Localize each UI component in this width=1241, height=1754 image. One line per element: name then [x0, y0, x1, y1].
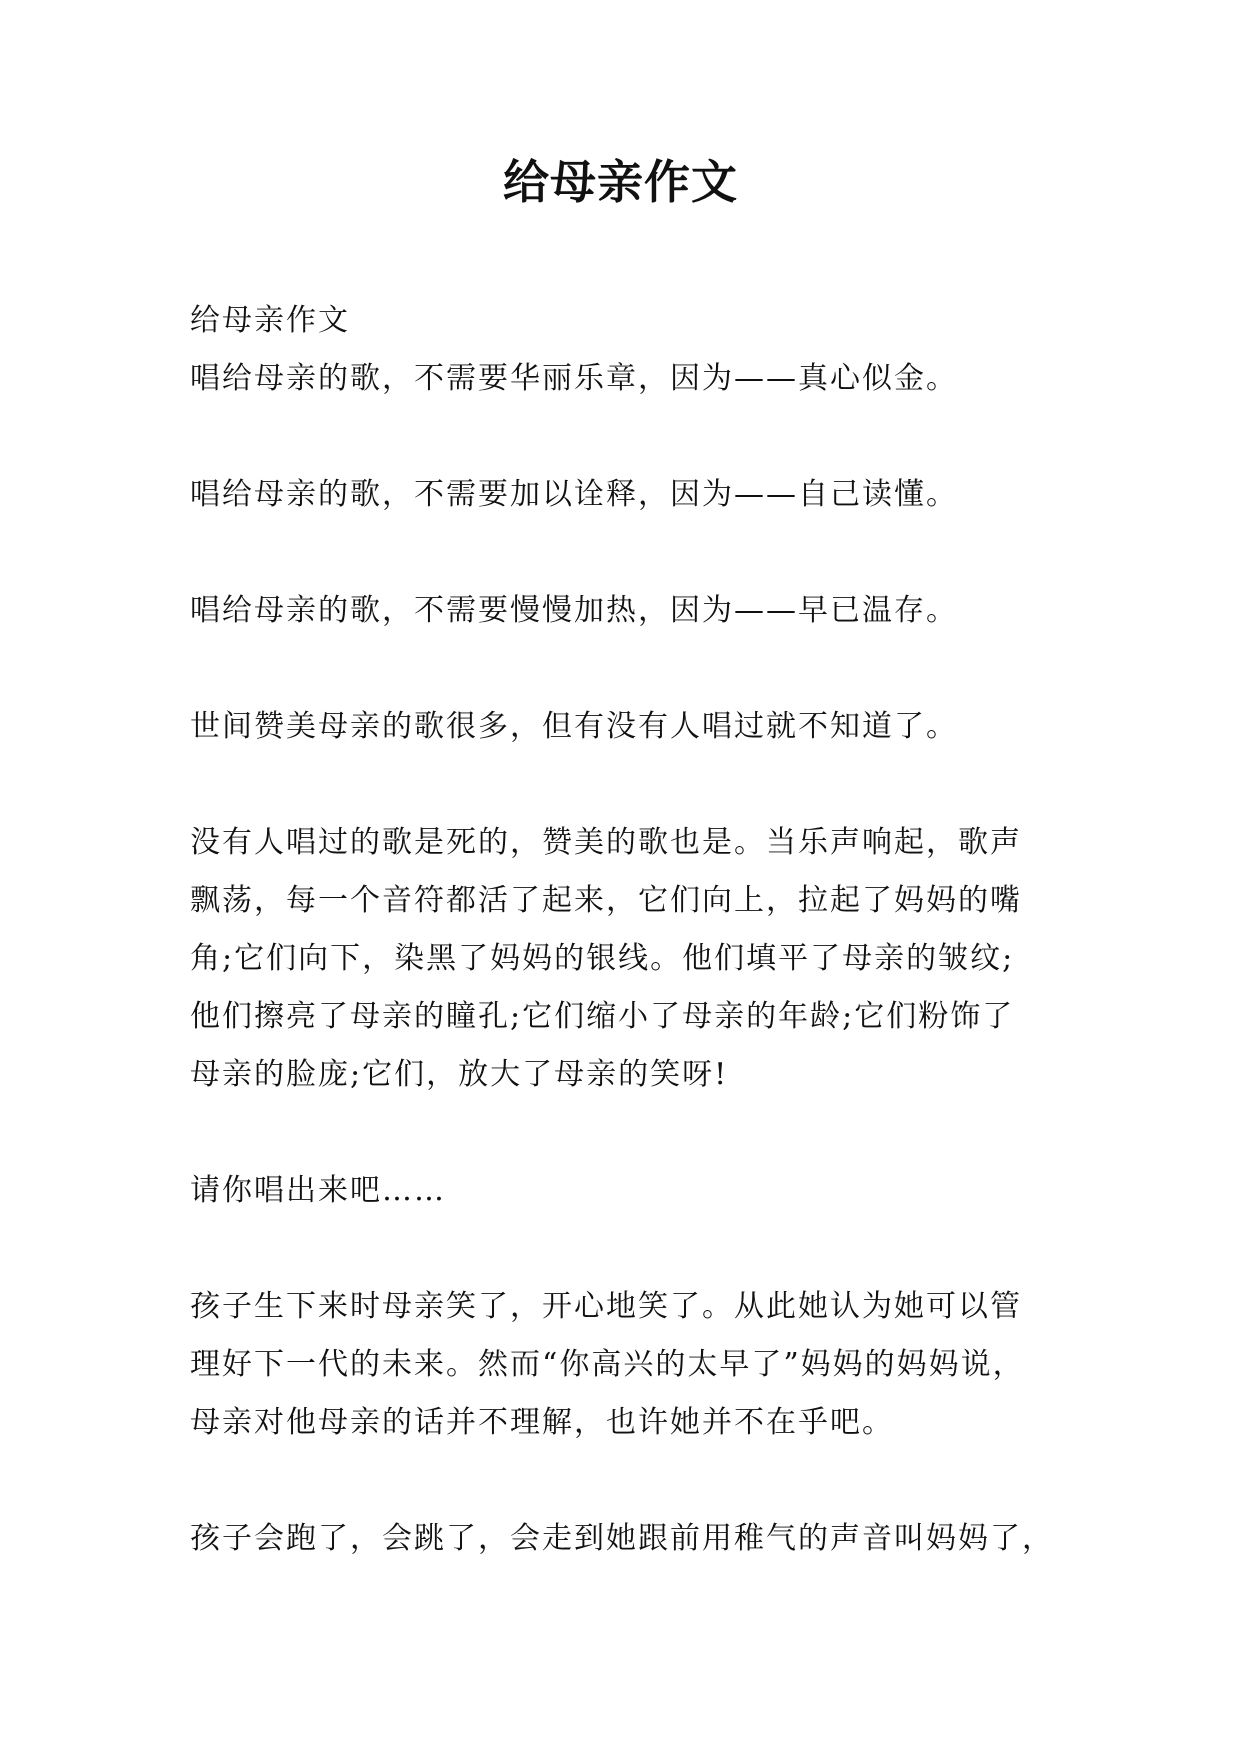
text-line: 唱给母亲的歌，不需要加以诠释，因为——自己读懂。	[190, 477, 958, 512]
paragraph	[190, 466, 1070, 524]
text-line: 母亲对他母亲的话并不理解，也许她并不在乎吧。	[190, 1405, 894, 1440]
text-line: 请你唱出来吧……	[190, 1173, 446, 1208]
paragraph	[190, 350, 1070, 408]
text-line: 他们擦亮了母亲的瞳孔;它们缩小了母亲的年龄;它们粉饰了	[190, 999, 1015, 1034]
paragraph	[190, 698, 1070, 756]
paragraph	[190, 1278, 1070, 1452]
text-line: 飘荡，每一个音符都活了起来，它们向上，拉起了妈妈的嘴	[190, 883, 1022, 918]
text-line: 唱给母亲的歌，不需要慢慢加热，因为——早已温存。	[190, 593, 958, 628]
paragraph	[190, 292, 1070, 350]
text-line: 角;它们向下，染黑了妈妈的银线。他们填平了母亲的皱纹;	[190, 941, 1015, 976]
paragraph	[190, 1510, 1070, 1568]
paragraph	[190, 814, 1070, 1104]
text-line: 唱给母亲的歌，不需要华丽乐章，因为——真心似金。	[190, 361, 958, 396]
text-line: 母亲的脸庞;它们，放大了母亲的笑呀!	[190, 1057, 729, 1092]
paragraph	[190, 1162, 1070, 1220]
document-body	[190, 292, 1070, 1568]
text-line: 理好下一代的未来。然而“你高兴的太早了”妈妈的妈妈说，	[190, 1347, 1025, 1382]
text-line: 给母亲作文	[190, 303, 350, 338]
text-line: 孩子会跑了，会跳了，会走到她跟前用稚气的声音叫妈妈了，	[190, 1521, 1054, 1556]
paragraph	[190, 582, 1070, 640]
text-line: 没有人唱过的歌是死的，赞美的歌也是。当乐声响起，歌声	[190, 825, 1022, 860]
text-line: 世间赞美母亲的歌很多，但有没有人唱过就不知道了。	[190, 709, 958, 744]
text-line: 孩子生下来时母亲笑了，开心地笑了。从此她认为她可以管	[190, 1289, 1022, 1324]
document-title: 给母亲作文	[503, 155, 738, 209]
